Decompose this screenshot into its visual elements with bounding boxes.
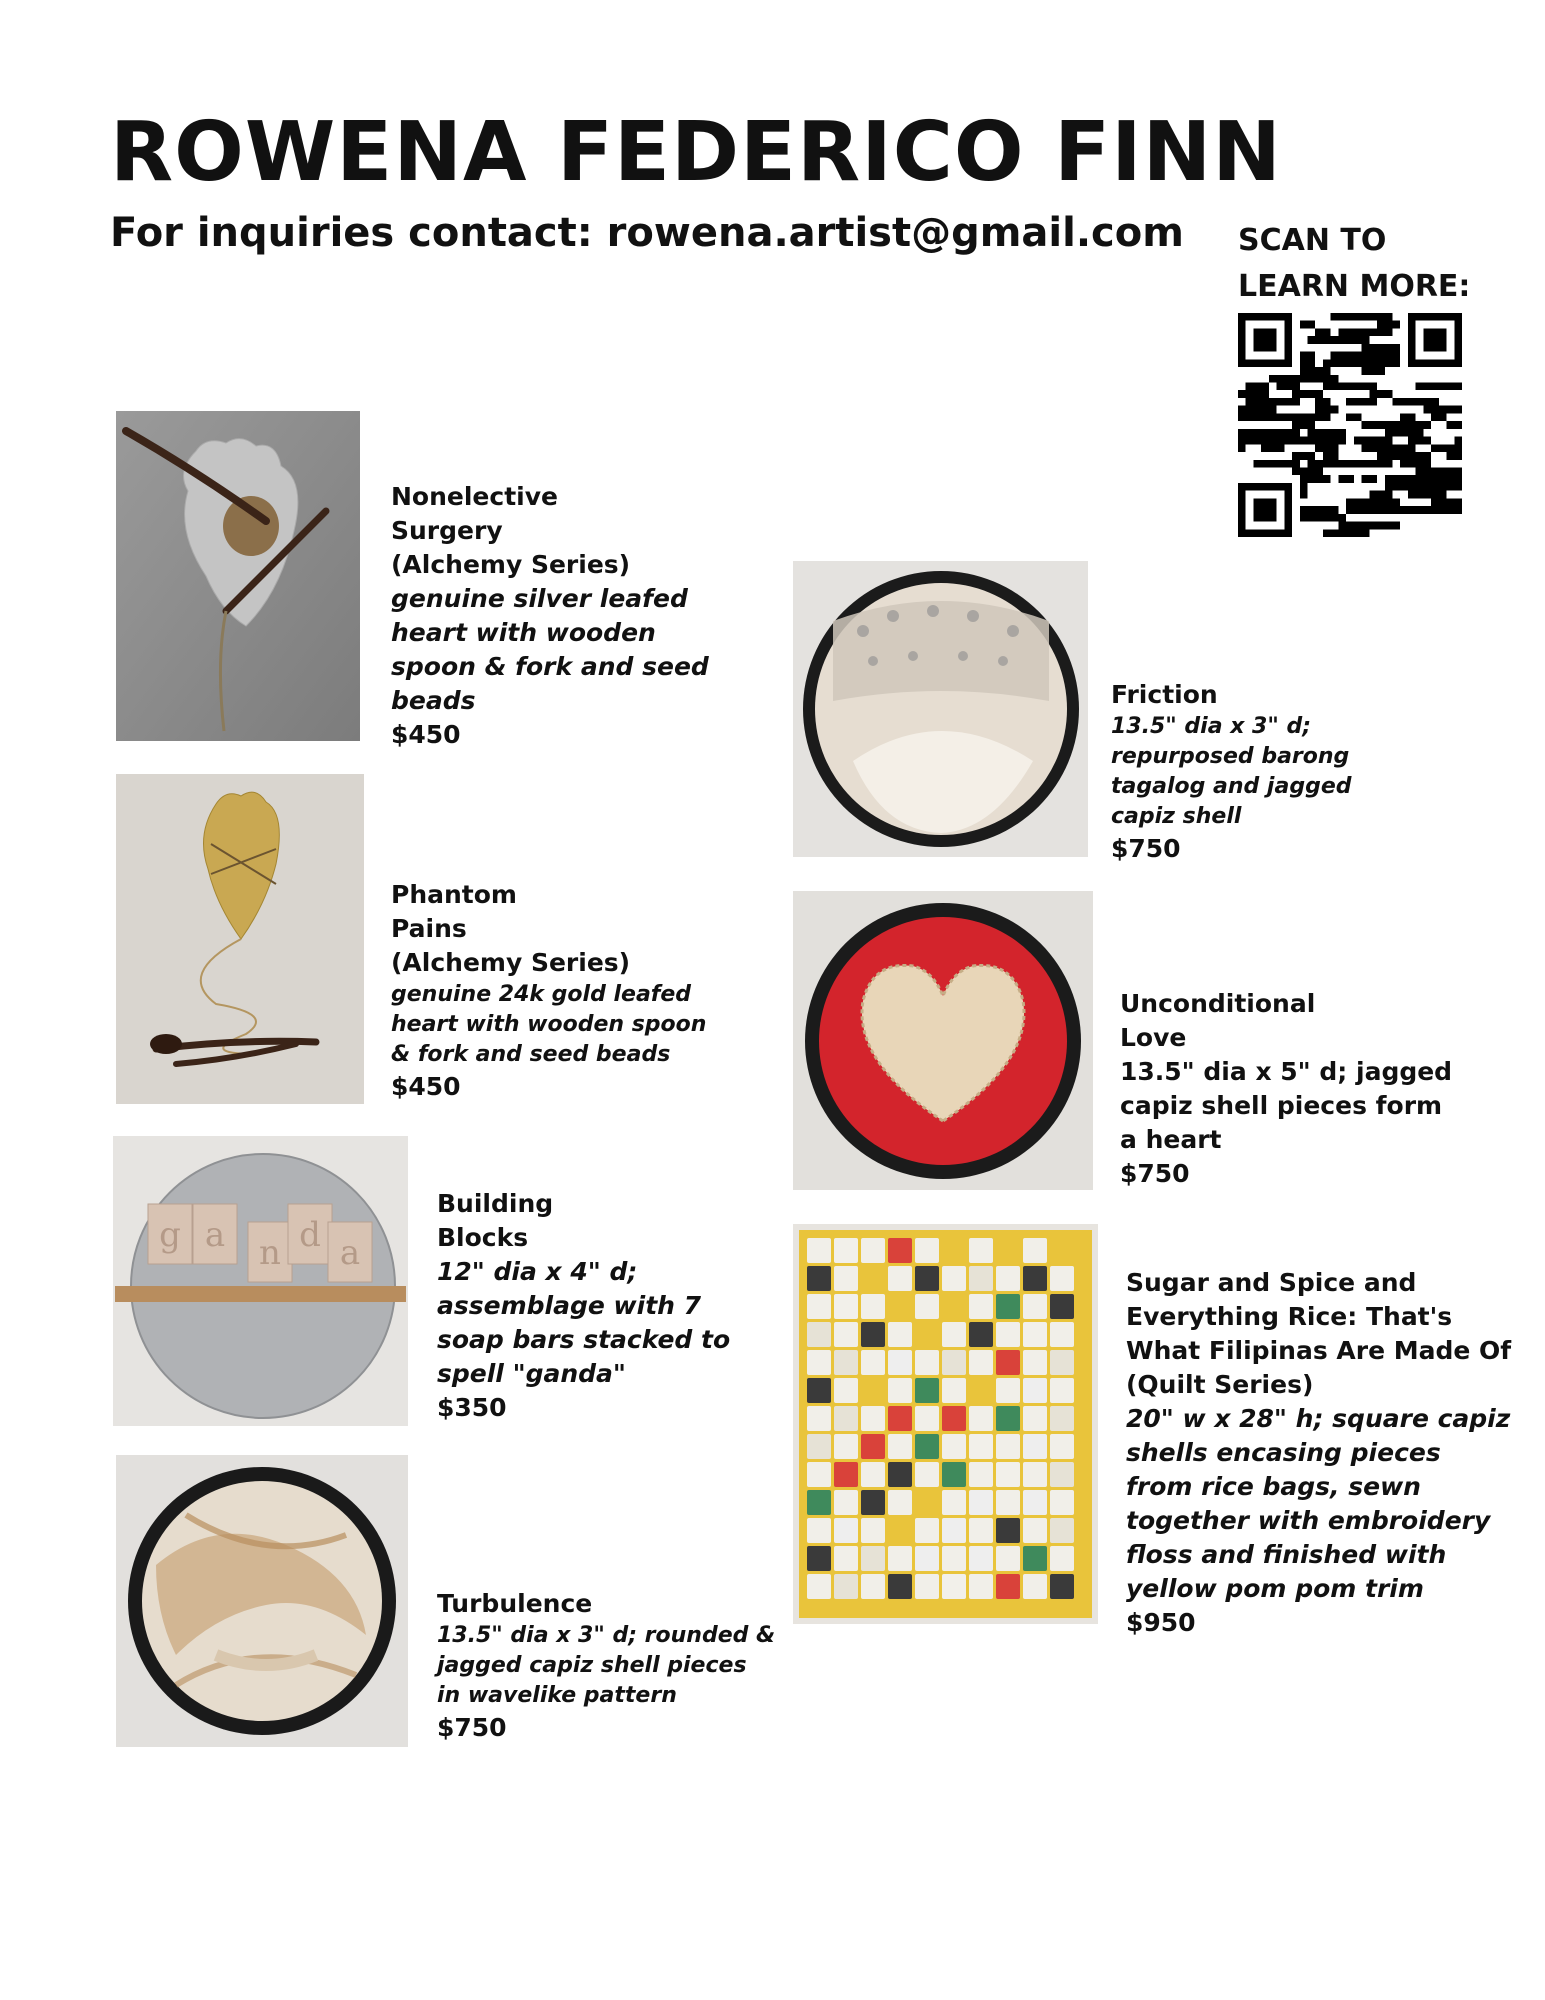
quilt-square	[861, 1266, 885, 1291]
quilt-square	[915, 1322, 939, 1347]
caption-sugar-and-spice: Sugar and Spice and Everything Rice: That's What Filipinas Are Made Of (Quilt Series) 20" w x 28" h; square capiz shells encasing pieces from rice bags, sewn together with embroidery floss and finished with yellow pom pom trim $950	[1126, 1268, 1512, 1637]
artist-name: ROWENA FEDERICO FINN	[110, 105, 1282, 200]
quilt-square	[1023, 1574, 1047, 1599]
quilt-square	[807, 1294, 831, 1319]
quilt-square	[1023, 1378, 1047, 1403]
quilt-square	[807, 1462, 831, 1487]
artwork-image-sugar-and-spice	[793, 1224, 1098, 1624]
quilt-square	[915, 1462, 939, 1487]
quilt-square	[834, 1574, 858, 1599]
quilt-square	[807, 1518, 831, 1543]
quilt-square	[1050, 1294, 1074, 1319]
quilt-square	[834, 1406, 858, 1431]
quilt-square	[969, 1518, 993, 1543]
quilt-square	[888, 1546, 912, 1571]
quilt-square	[1050, 1434, 1074, 1459]
quilt-square	[969, 1350, 993, 1375]
soap-letter: a	[204, 1215, 226, 1255]
quilt-square	[1050, 1378, 1074, 1403]
quilt-square	[834, 1266, 858, 1291]
quilt-square	[915, 1574, 939, 1599]
quilt-square	[807, 1378, 831, 1403]
quilt-square	[834, 1490, 858, 1515]
quilt-square	[1050, 1574, 1074, 1599]
quilt-square	[996, 1238, 1020, 1263]
quilt-square	[888, 1490, 912, 1515]
quilt-square	[888, 1378, 912, 1403]
quilt-square	[861, 1434, 885, 1459]
quilt-square	[915, 1518, 939, 1543]
quilt-square	[915, 1266, 939, 1291]
soap-letter: a	[339, 1233, 361, 1273]
quilt-square	[1023, 1490, 1047, 1515]
quilt-square	[996, 1434, 1020, 1459]
caption-friction: Friction 13.5" dia x 3" d; repurposed barong tagalog and jagged capiz shell $750	[1111, 680, 1352, 863]
quilt-square	[888, 1350, 912, 1375]
quilt-square	[888, 1322, 912, 1347]
quilt-square	[807, 1322, 831, 1347]
quilt-square	[834, 1462, 858, 1487]
quilt-square	[1023, 1350, 1047, 1375]
soap-letter: n	[259, 1233, 281, 1273]
artwork-image-building-blocks	[113, 1136, 408, 1426]
quilt-square	[969, 1574, 993, 1599]
qr-code-icon[interactable]	[1238, 313, 1462, 537]
quilt-square	[861, 1490, 885, 1515]
artwork-image-phantom-pains	[116, 774, 364, 1104]
quilt-square	[888, 1406, 912, 1431]
quilt-square	[969, 1490, 993, 1515]
quilt-square	[1050, 1546, 1074, 1571]
artwork-image-turbulence	[116, 1455, 408, 1747]
quilt-square	[807, 1406, 831, 1431]
quilt-square	[969, 1378, 993, 1403]
quilt-square	[942, 1294, 966, 1319]
quilt-square	[942, 1490, 966, 1515]
quilt-square	[1023, 1518, 1047, 1543]
quilt-square	[969, 1238, 993, 1263]
quilt-square	[996, 1378, 1020, 1403]
quilt-square	[1050, 1322, 1074, 1347]
quilt-square	[834, 1294, 858, 1319]
quilt-square	[915, 1406, 939, 1431]
quilt-square	[1050, 1406, 1074, 1431]
quilt-square	[969, 1266, 993, 1291]
quilt-square	[915, 1378, 939, 1403]
artwork-image-nonelective-surgery	[116, 411, 360, 741]
quilt-square	[834, 1518, 858, 1543]
scan-prompt-line2: LEARN MORE:	[1238, 269, 1471, 304]
quilt-square	[834, 1546, 858, 1571]
quilt-square	[996, 1322, 1020, 1347]
soap-letter: g	[159, 1215, 181, 1255]
quilt-square	[834, 1238, 858, 1263]
quilt-square	[1050, 1490, 1074, 1515]
quilt-square	[969, 1546, 993, 1571]
quilt-square	[888, 1518, 912, 1543]
quilt-square	[942, 1518, 966, 1543]
contact-line: For inquiries contact: rowena.artist@gmail.com	[110, 210, 1184, 256]
quilt-square	[861, 1546, 885, 1571]
quilt-square	[1023, 1266, 1047, 1291]
quilt-square	[969, 1406, 993, 1431]
quilt-square	[996, 1350, 1020, 1375]
quilt-square	[996, 1294, 1020, 1319]
quilt-square	[834, 1378, 858, 1403]
quilt-square	[942, 1322, 966, 1347]
quilt-square	[942, 1238, 966, 1263]
quilt-square	[1050, 1518, 1074, 1543]
quilt-square	[915, 1350, 939, 1375]
quilt-square	[888, 1238, 912, 1263]
caption-building-blocks: Building Blocks 12" dia x 4" d; assemblage with 7 soap bars stacked to spell "ganda" $350	[437, 1189, 731, 1422]
quilt-square	[942, 1406, 966, 1431]
quilt-square	[861, 1406, 885, 1431]
quilt-square	[996, 1518, 1020, 1543]
quilt-square	[915, 1546, 939, 1571]
quilt-square	[1050, 1350, 1074, 1375]
soap-letter: d	[299, 1215, 321, 1255]
quilt-square	[807, 1434, 831, 1459]
quilt-square	[861, 1238, 885, 1263]
quilt-square	[1023, 1238, 1047, 1263]
quilt-square	[996, 1462, 1020, 1487]
quilt-square	[996, 1490, 1020, 1515]
quilt-square	[1050, 1238, 1074, 1263]
quilt-square	[969, 1434, 993, 1459]
quilt-square	[1023, 1406, 1047, 1431]
quilt-square	[969, 1294, 993, 1319]
quilt-square	[861, 1378, 885, 1403]
quilt-square	[942, 1434, 966, 1459]
quilt-square	[942, 1546, 966, 1571]
quilt-square	[1023, 1294, 1047, 1319]
quilt-square	[996, 1574, 1020, 1599]
quilt-square	[861, 1350, 885, 1375]
quilt-square	[942, 1574, 966, 1599]
quilt-square	[807, 1574, 831, 1599]
quilt-square	[969, 1462, 993, 1487]
quilt-square	[861, 1294, 885, 1319]
quilt-square	[1023, 1546, 1047, 1571]
quilt-square	[861, 1322, 885, 1347]
quilt-square	[834, 1322, 858, 1347]
quilt-square	[834, 1350, 858, 1375]
quilt-square	[969, 1322, 993, 1347]
quilt-square	[807, 1546, 831, 1571]
quilt-square	[807, 1238, 831, 1263]
quilt-square	[996, 1266, 1020, 1291]
caption-unconditional-love: Unconditional Love 13.5" dia x 5" d; jagged capiz shell pieces form a heart $750	[1120, 989, 1453, 1188]
caption-phantom-pains: Phantom Pains (Alchemy Series) genuine 24k gold leafed heart with wooden spoon & fork and seed beads $450	[391, 880, 707, 1101]
quilt-square	[807, 1490, 831, 1515]
artwork-image-unconditional-love	[793, 891, 1093, 1190]
caption-turbulence: Turbulence 13.5" dia x 3" d; rounded & jagged capiz shell pieces in wavelike pattern $750	[437, 1589, 776, 1742]
quilt-square	[915, 1238, 939, 1263]
quilt-square	[888, 1266, 912, 1291]
quilt-square	[942, 1350, 966, 1375]
scan-prompt-line1: SCAN TO	[1238, 223, 1387, 258]
quilt-square	[888, 1294, 912, 1319]
quilt-square	[807, 1266, 831, 1291]
quilt-square	[915, 1294, 939, 1319]
quilt-square	[888, 1574, 912, 1599]
quilt-square	[1023, 1322, 1047, 1347]
quilt-square	[1023, 1434, 1047, 1459]
quilt-square	[1050, 1462, 1074, 1487]
quilt-square	[996, 1406, 1020, 1431]
quilt-square	[807, 1350, 831, 1375]
quilt-square	[915, 1434, 939, 1459]
quilt-square	[1023, 1462, 1047, 1487]
caption-nonelective-surgery: Nonelective Surgery (Alchemy Series) genuine silver leafed heart with wooden spoon & fork and seed beads $450	[391, 482, 709, 749]
quilt-square	[915, 1490, 939, 1515]
quilt-square	[861, 1574, 885, 1599]
scan-prompt	[1238, 218, 1470, 310]
quilt-square	[996, 1546, 1020, 1571]
artwork-image-friction	[793, 561, 1088, 857]
quilt-square	[942, 1378, 966, 1403]
quilt-square	[861, 1518, 885, 1543]
quilt-square	[942, 1462, 966, 1487]
quilt-square	[861, 1462, 885, 1487]
quilt-square	[834, 1434, 858, 1459]
quilt-square	[888, 1462, 912, 1487]
quilt-square	[888, 1434, 912, 1459]
quilt-square	[1050, 1266, 1074, 1291]
quilt-square	[942, 1266, 966, 1291]
